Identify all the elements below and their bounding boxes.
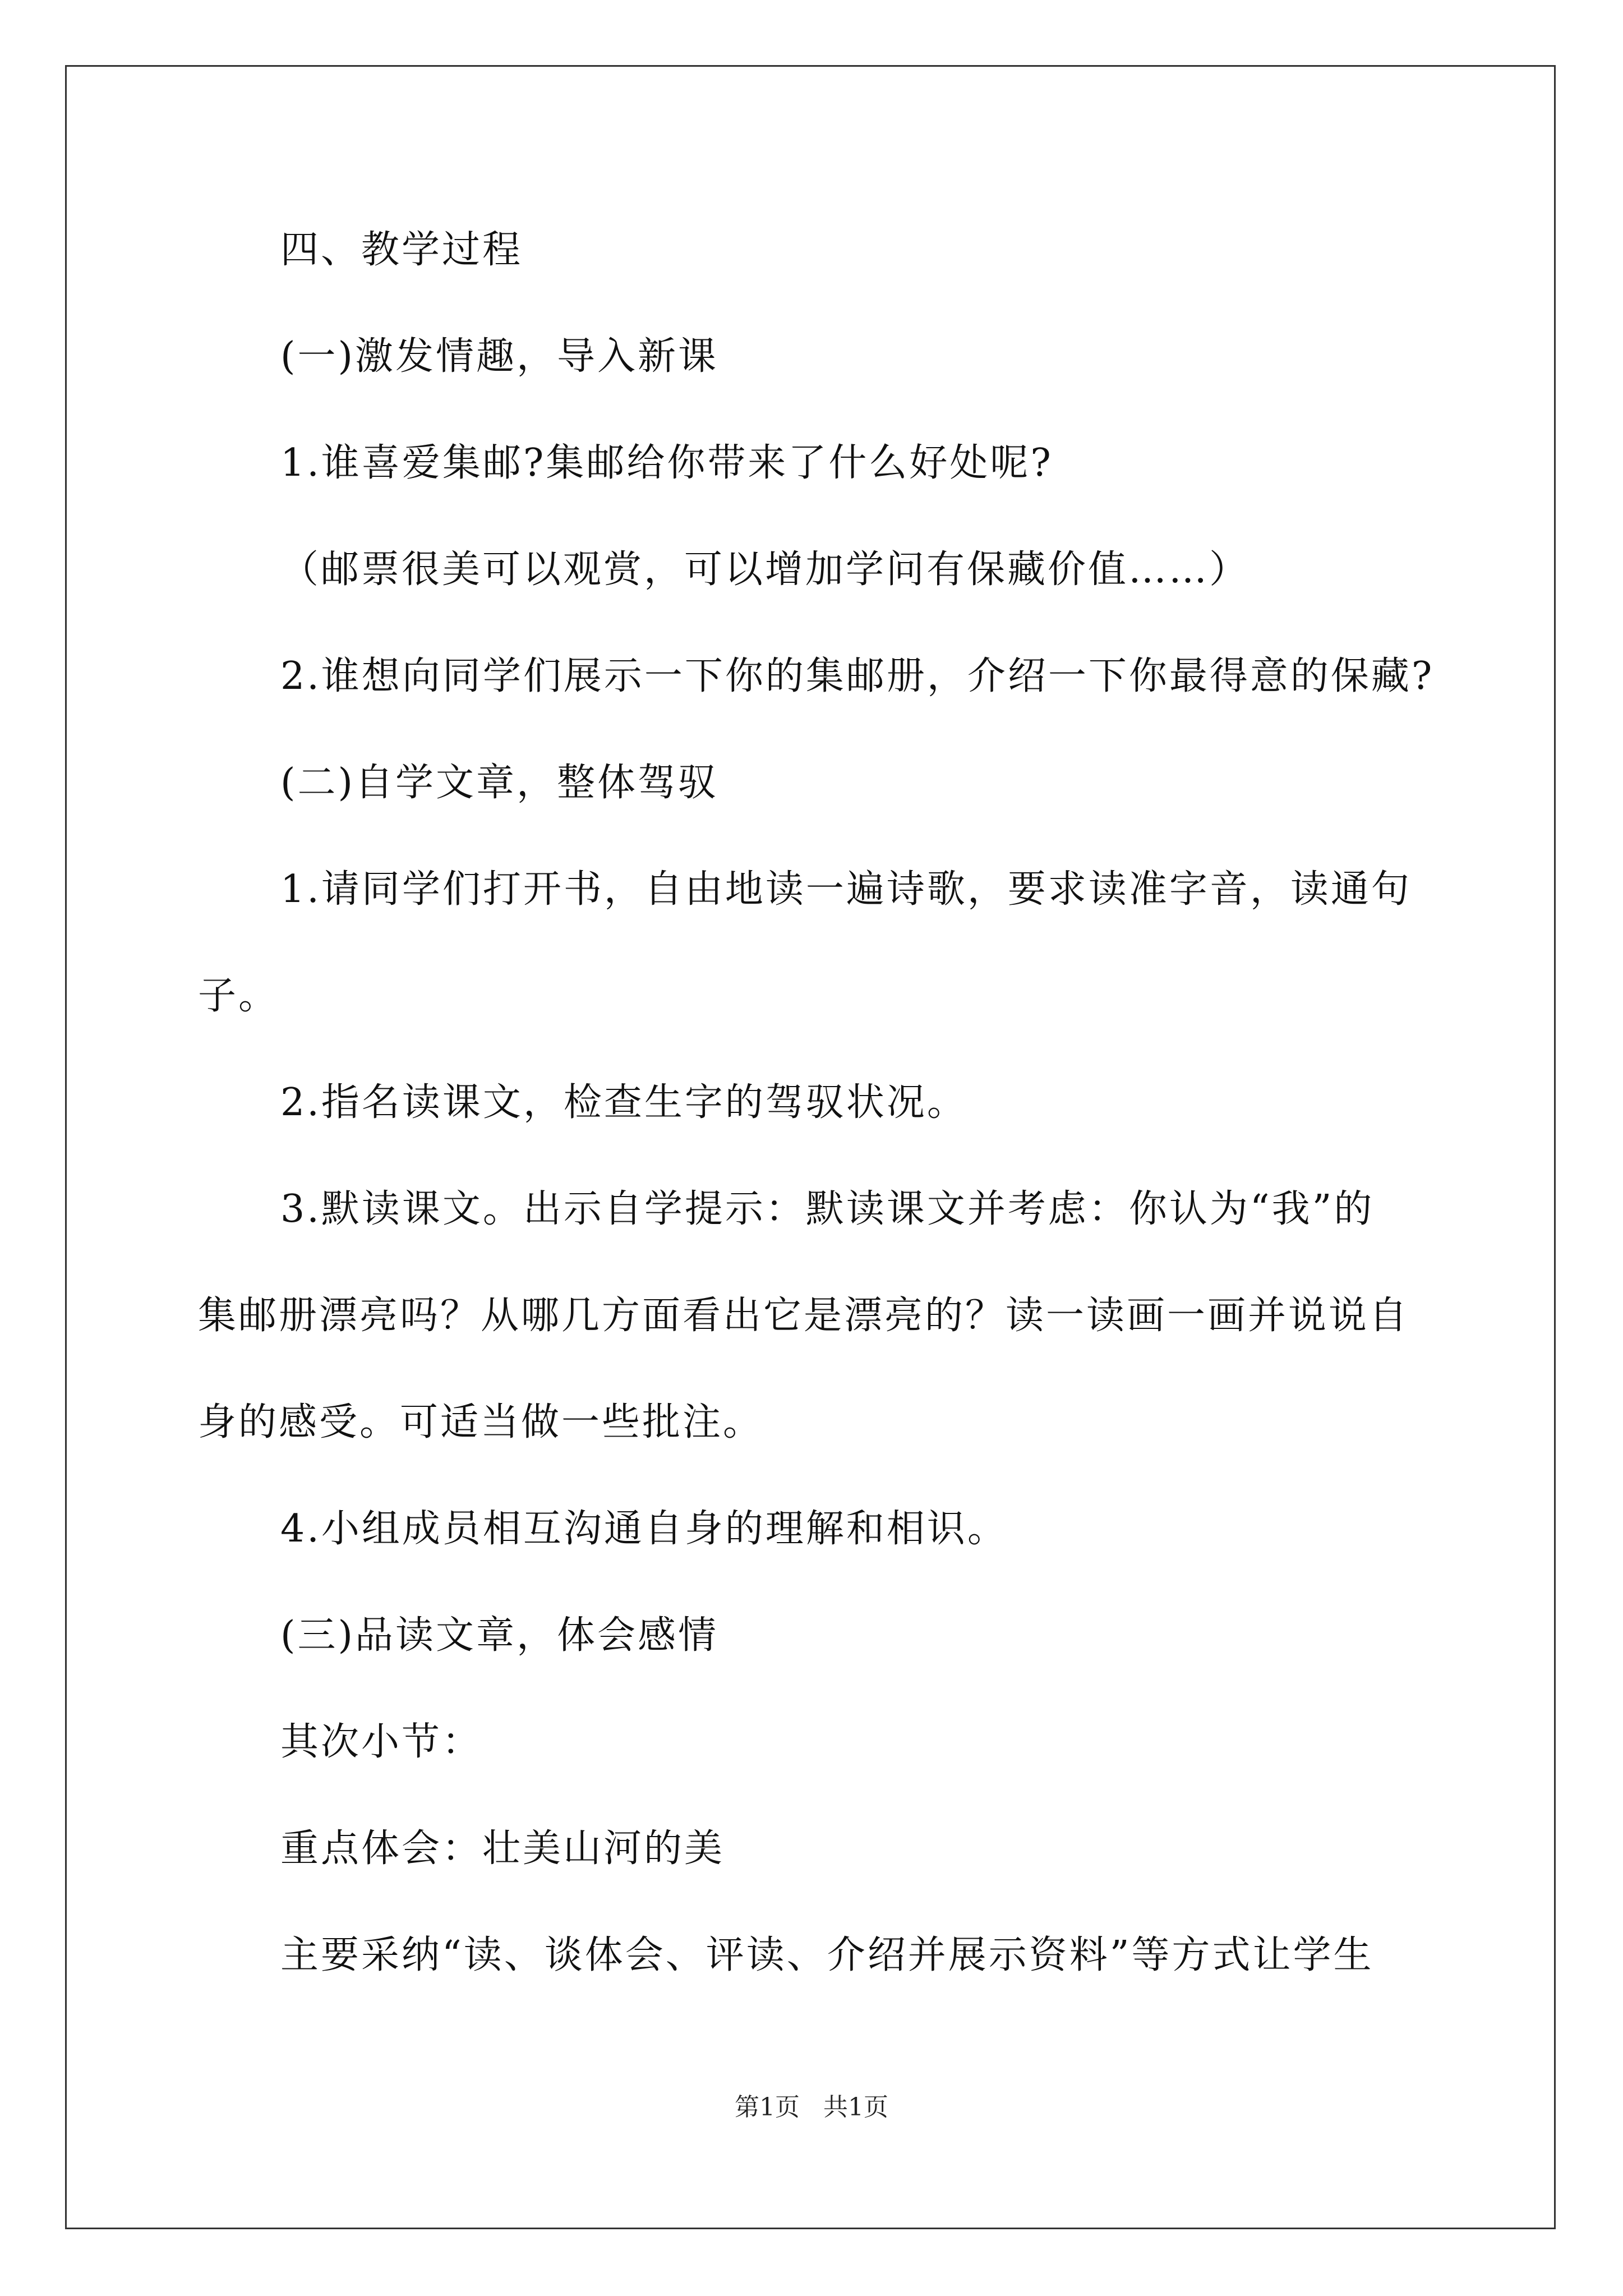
paragraph-line: 3.默读课文。出示自学提示：默读课文并考虑：你认为“我”的	[280, 1187, 1375, 1231]
paragraph-line: 2.谁想向同学们展示一下你的集邮册，介绍一下你最得意的保藏?	[280, 654, 1435, 698]
page-border	[65, 65, 1556, 2229]
paragraph-line: 2.指名读课文，检查生字的驾驭状况。	[280, 1080, 967, 1125]
paragraph-line: 集邮册漂亮吗？从哪几方面看出它是漂亮的？读一读画一画并说说自	[198, 1294, 1410, 1338]
page-footer: 第1页 共1页	[735, 2093, 888, 2122]
paragraph-line: 1.谁喜爱集邮?集邮给你带来了什么好处呢?	[280, 441, 1053, 485]
paragraph-line: 身的感受。可适当做一些批注。	[198, 1400, 764, 1444]
paragraph-line: 其次小节：	[280, 1720, 483, 1764]
paragraph-line: 子。	[198, 974, 279, 1018]
paragraph-line: （邮票很美可以观赏，可以增加学问有保藏价值……）	[280, 547, 1250, 592]
subheading-1: (一)激发情趣，导入新课	[280, 334, 719, 379]
paragraph-line: 重点体会：壮美山河的美	[280, 1826, 725, 1871]
section-heading-teaching-process: 四、教学过程	[280, 228, 523, 272]
subheading-3: (三)品读文章，体会感情	[280, 1613, 719, 1658]
paragraph-line: 1.请同学们打开书，自由地读一遍诗歌，要求读准字音，读通句	[280, 867, 1412, 912]
paragraph-line: 4.小组成员相互沟通自身的理解和相识。	[280, 1507, 1008, 1551]
paragraph-line: 主要采纳“读、谈体会、评读、介绍并展示资料”等方式让学生	[280, 1933, 1374, 1977]
subheading-2: (二)自学文章，整体驾驭	[280, 761, 719, 805]
